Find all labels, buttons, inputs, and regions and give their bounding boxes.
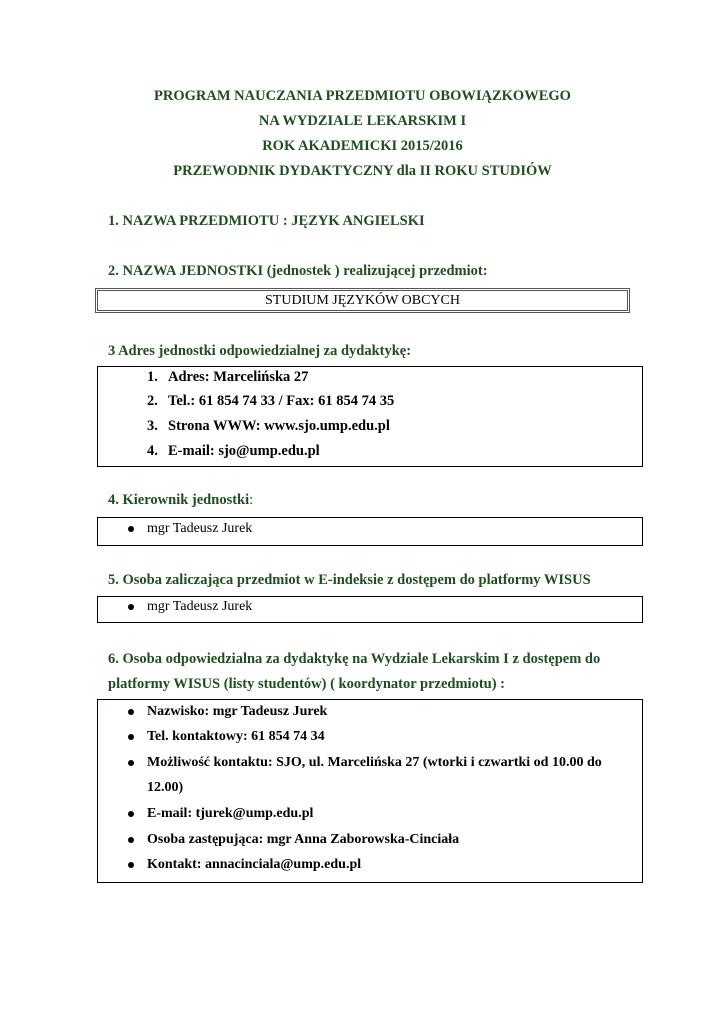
bullet-icon bbox=[128, 526, 134, 532]
section-3-title: 3 Adres jednostki odpowiedzialnej za dydaktykę: bbox=[108, 343, 412, 359]
section-6-box bbox=[97, 699, 643, 883]
section-5-box bbox=[97, 596, 643, 623]
list-item: 2. Tel.: 61 854 74 33 / Fax: 61 854 74 35 bbox=[147, 393, 395, 409]
header-line-2: NA WYDZIALE LEKARSKIM I bbox=[258, 113, 467, 129]
list-item: mgr Tadeusz Jurek bbox=[147, 599, 252, 615]
list-item: 3. Strona WWW: www.sjo.ump.edu.pl bbox=[147, 418, 390, 434]
list-item: 4. E-mail: sjo@ump.edu.pl bbox=[147, 443, 320, 459]
bullet-icon bbox=[128, 734, 134, 740]
list-item: 1. Adres: Marcelińska 27 bbox=[147, 369, 309, 385]
list-item: E-mail: tjurek@ump.edu.pl bbox=[147, 806, 313, 822]
list-item-continuation: 12.00) bbox=[147, 780, 184, 795]
section-2-title: 2. NAZWA JEDNOSTKI (jednostek ) realizującej przedmiot: bbox=[108, 263, 488, 279]
section-3-box bbox=[97, 366, 643, 467]
list-item: Tel. kontaktowy: 61 854 74 34 bbox=[147, 729, 325, 745]
section-6-title-line-1: 6. Osoba odpowiedzialna za dydaktykę na Wydziale Lekarskim I z dostępem do bbox=[108, 651, 601, 667]
header-line-4: PRZEWODNIK DYDAKTYCZNY dla II ROKU STUDIÓW bbox=[173, 163, 552, 179]
section-1-title: 1. NAZWA PRZEDMIOTU : JĘZYK ANGIELSKI bbox=[108, 213, 425, 229]
header-line-3: ROK AKADEMICKI 2015/2016 bbox=[262, 138, 463, 154]
bullet-icon bbox=[128, 604, 134, 610]
list-item: Nazwisko: mgr Tadeusz Jurek bbox=[147, 704, 327, 720]
bullet-icon bbox=[128, 837, 134, 843]
section-4-box bbox=[97, 517, 643, 546]
bullet-icon bbox=[128, 862, 134, 868]
section-6-title-line-2: platformy WISUS (listy studentów) ( koordynator przedmiotu) : bbox=[108, 676, 506, 692]
unit-name: STUDIUM JĘZYKÓW OBCYCH bbox=[265, 293, 460, 308]
list-item: Osoba zastępująca: mgr Anna Zaborowska-Cinciała bbox=[147, 832, 459, 848]
list-item: mgr Tadeusz Jurek bbox=[147, 521, 252, 537]
header-line-1: PROGRAM NAUCZANIA PRZEDMIOTU OBOWIĄZKOWEGO bbox=[154, 88, 571, 104]
bullet-icon bbox=[128, 811, 134, 817]
section-2-box bbox=[95, 288, 630, 313]
list-item: Możliwość kontaktu: SJO, ul. Marcelińska 27 (wtorki i czwartki od 10.00 do bbox=[147, 755, 602, 771]
list-item: Kontakt: annacinciala@ump.edu.pl bbox=[147, 857, 361, 873]
bullet-icon bbox=[128, 709, 134, 715]
section-5-title: 5. Osoba zaliczająca przedmiot w E-indeksie z dostępem do platformy WISUS bbox=[108, 572, 591, 588]
bullet-icon bbox=[128, 760, 134, 766]
section-4-title: 4. Kierownik jednostki: bbox=[108, 492, 254, 508]
